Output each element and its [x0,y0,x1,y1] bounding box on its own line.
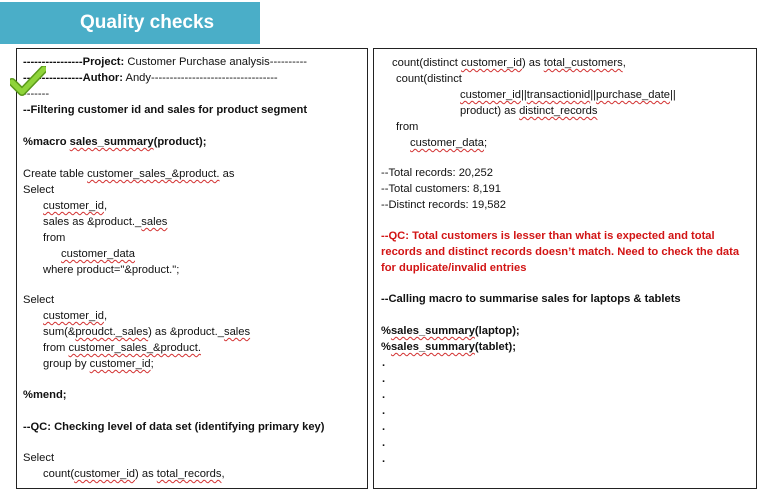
result-total-records: --Total records: 20,252 [381,167,493,179]
ellipsis-dot: . [382,453,386,465]
group-by-line: group by customer_id; [43,358,154,370]
concat-alias-line: product) as distinct_records [460,105,598,117]
sum-line: sum(&proudct._sales) as &product._sales [43,326,251,338]
select-line: Select [23,294,55,306]
comment-filter: --Filtering customer id and sales for product segment [23,104,308,116]
result-distinct-records: --Distinct records: 19,582 [381,199,506,211]
qc-note-line: --QC: Total customers is lesser than what is expected and total [381,230,715,242]
comment-qc: --QC: Checking level of data set (identifying primary key) [23,421,325,433]
count-line: count(customer_id) as total_records, [43,468,225,480]
count-distinct-line: count(distinct [396,73,462,85]
code-panel-left [16,48,368,489]
select-col-line: customer_id, [43,310,108,322]
ellipsis-dot: . [382,373,386,385]
qc-note-line: for duplicate/invalid entries [381,262,527,274]
macro-line: %macro sales_summary(product); [23,136,207,148]
create-line: Create table customer_sales_&product. as [23,168,235,180]
from-line: from [43,232,66,244]
ellipsis-dot: . [382,357,386,369]
macro-call-line: %sales_summary(laptop); [381,325,520,337]
ellipsis-dot: . [382,405,386,417]
comment-calling: --Calling macro to summarise sales for laptops & tablets [381,293,681,305]
macro-call-line: %sales_summary(tablet); [381,341,516,353]
from-table-line: customer_data [61,248,136,260]
concat-line: customer_id||transactionid||purchase_date|| [460,89,676,101]
author-line: ----------------Author: Andy---------------------------------- [23,72,278,84]
where-line: where product="&product."; [43,264,180,276]
count-distinct-line: count(distinct customer_id) as total_customers, [392,57,626,69]
select-col-line: customer_id, [43,200,108,212]
ellipsis-dot: . [382,421,386,433]
from-line: from [396,121,419,133]
from-line: from customer_sales_&product. [43,342,201,354]
title-banner [0,2,260,44]
qc-note-line: records and distinct records doesn’t match. Need to check the data [381,246,740,258]
from-table-line: customer_data; [410,137,488,149]
ellipsis-dot: . [382,437,386,449]
page-title: Quality checks [80,12,215,33]
select-line: Select [23,452,55,464]
select-col-line: sales as &product._sales [43,216,168,228]
ellipsis-dot: . [382,389,386,401]
checkmark-icon [10,66,46,96]
code-panel-right [373,48,757,489]
result-total-customers: --Total customers: 8,191 [381,183,502,195]
author-trail: ------- [23,88,50,100]
select-line: Select [23,184,55,196]
project-line: ----------------Project: Customer Purchase analysis---------- [23,56,308,68]
mend-line: %mend; [23,389,67,401]
